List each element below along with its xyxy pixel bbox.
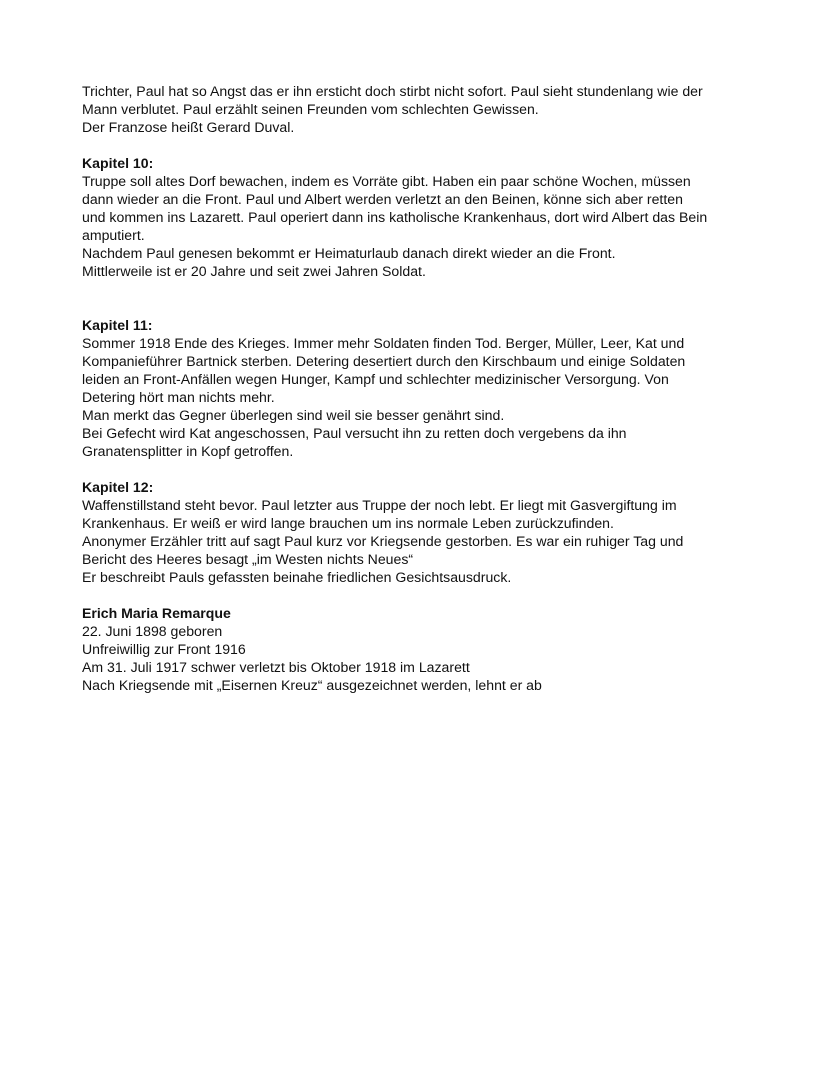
kapitel-12-paragraph-3: Er beschreibt Pauls gefassten beinahe friedlichen Gesichtsausdruck. — [82, 569, 512, 585]
intro-paragraph-1: Trichter, Paul hat so Angst das er ihn ersticht doch stirbt nicht sofort. Paul sieht stundenlang wie der Mann verblutet. Paul erzählt seinen Freunden vom schlechten Gewissen. — [82, 83, 703, 117]
kapitel-10-section — [82, 154, 762, 280]
kapitel-10-paragraph-1: Truppe soll altes Dorf bewachen, indem es Vorräte gibt. Haben ein paar schöne Wochen, müssen dann wieder an die Front. Paul und Albert werden verletzt an den Beinen, könne sich aber retten und kommen ins Lazarett. Paul operiert dann ins katholische Krankenhaus, dort wird Albert das Bein amputiert. — [82, 173, 708, 243]
section-spacer — [82, 280, 762, 316]
kapitel-10-paragraph-2: Nachdem Paul genesen bekommt er Heimaturlaub danach direkt wieder an die Front. — [82, 245, 616, 261]
kapitel-11-paragraph-1: Sommer 1918 Ende des Krieges. Immer mehr Soldaten finden Tod. Berger, Müller, Leer, Kat und Kompanieführer Bartnick sterben. Detering desertiert durch den Kirschbaum und einige Soldaten leiden an Front-Anfällen wegen Hunger, Kampf und schlechter medizinischer Versorgung. Von Detering hört man nichts mehr. — [82, 335, 686, 405]
kapitel-11-section — [82, 316, 762, 460]
section-spacer — [82, 460, 762, 478]
intro-paragraph-2: Der Franzose heißt Gerard Duval. — [82, 119, 295, 135]
kapitel-12-heading: Kapitel 12: — [82, 479, 154, 495]
kapitel-12-paragraph-1: Waffenstillstand steht bevor. Paul letzter aus Truppe der noch lebt. Er liegt mit Gasvergiftung im Krankenhaus. Er weiß er wird lange brauchen um ins normale Leben zurückzufinden. — [82, 497, 677, 531]
intro-section — [82, 82, 762, 136]
remarque-line-1: 22. Juni 1898 geboren — [82, 623, 223, 639]
remarque-line-3: Am 31. Juli 1917 schwer verletzt bis Oktober 1918 im Lazarett — [82, 659, 470, 675]
kapitel-10-heading: Kapitel 10: — [82, 155, 154, 171]
kapitel-11-heading: Kapitel 11: — [82, 317, 153, 333]
section-spacer — [82, 136, 762, 154]
kapitel-10-paragraph-3: Mittlerweile ist er 20 Jahre und seit zwei Jahren Soldat. — [82, 263, 426, 279]
section-spacer — [82, 586, 762, 604]
kapitel-12-section — [82, 478, 762, 586]
remarque-section — [82, 604, 762, 694]
remarque-line-4: Nach Kriegsende mit „Eisernen Kreuz“ ausgezeichnet werden, lehnt er ab — [82, 677, 542, 693]
document-page — [82, 82, 762, 694]
remarque-line-2: Unfreiwillig zur Front 1916 — [82, 641, 246, 657]
kapitel-11-paragraph-3: Bei Gefecht wird Kat angeschossen, Paul versucht ihn zu retten doch vergebens da ihn Granatensplitter in Kopf getroffen. — [82, 425, 627, 459]
kapitel-11-paragraph-2: Man merkt das Gegner überlegen sind weil sie besser genährt sind. — [82, 407, 505, 423]
remarque-heading: Erich Maria Remarque — [82, 605, 231, 621]
kapitel-12-paragraph-2: Anonymer Erzähler tritt auf sagt Paul kurz vor Kriegsende gestorben. Es war ein ruhiger Tag und Bericht des Heeres besagt „im Westen nichts Neues“ — [82, 533, 684, 567]
